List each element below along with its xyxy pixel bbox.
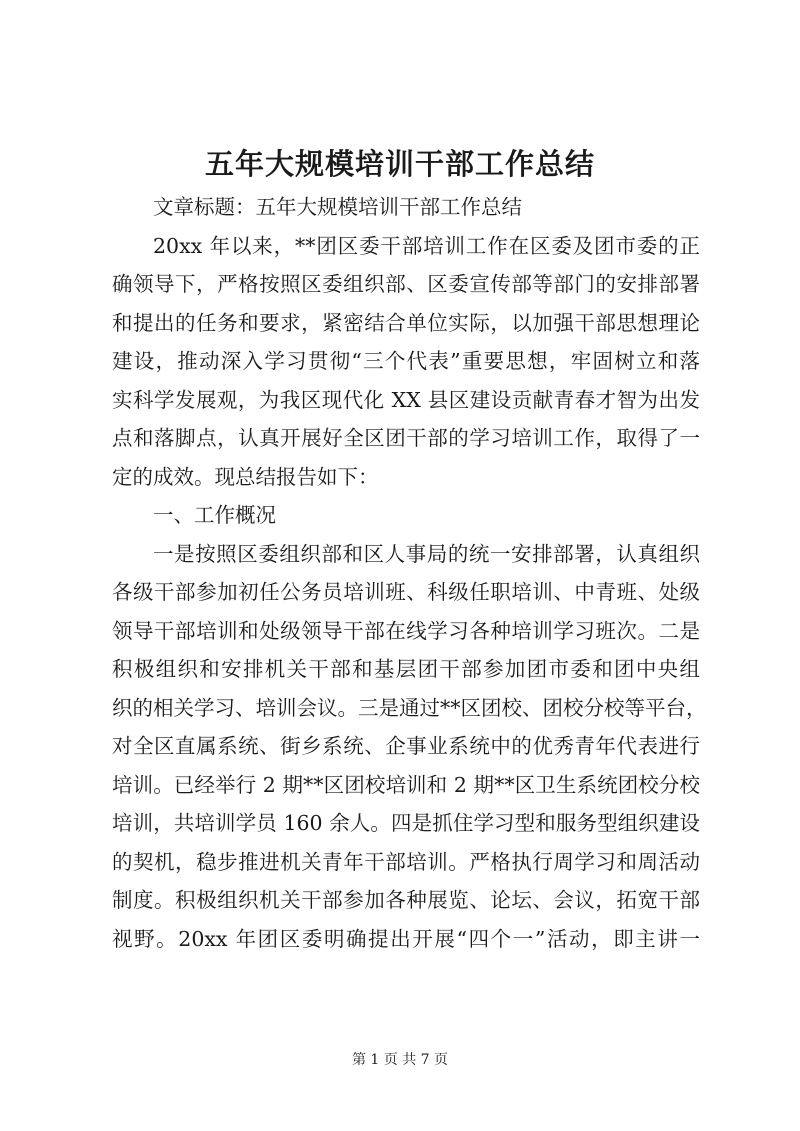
- text-line: 对全区直属系统、街乡系统、企事业系统中的优秀青年代表进行: [112, 734, 700, 758]
- document-body: [112, 188, 707, 958]
- text-line: 和提出的任务和要求，紧密结合单位实际，以加强干部思想理论: [112, 310, 700, 335]
- text-line: 织的相关学习、培训会议。三是通过**区团校、团校分校等平台，: [112, 695, 707, 720]
- text-line: 培训，共培训学员 160 余人。四是抓住学习型和服务型组织建设: [112, 811, 700, 835]
- text-line: 文章标题：五年大规模培训干部工作总结: [153, 195, 522, 219]
- section-heading: 一、工作概况: [153, 503, 276, 527]
- text-line: 定的成效。现总结报告如下：: [112, 464, 379, 489]
- text-line: 培训。已经举行 2 期**区团校培训和 2 期**区卫生系统团校分校: [112, 772, 700, 797]
- text-line: 领导干部培训和处级领导干部在线学习各种培训学习班次。二是: [112, 618, 700, 643]
- document-title: 五年大规模培训干部工作总结: [204, 147, 595, 181]
- text-line: 实科学发展观，为我区现代化 XX 县区建设贡献青春才智为出发: [112, 387, 700, 412]
- text-line: 的契机，稳步推进机关青年干部培训。严格执行周学习和周活动: [112, 849, 700, 874]
- text-line: 一是按照区委组织部和区人事局的统一安排部署，认真组织: [153, 541, 700, 566]
- text-line: 视野。20xx 年团区委明确提出开展“四个一”活动，即主讲一: [112, 926, 700, 951]
- text-line: 积极组织和安排机关干部和基层团干部参加团市委和团中央组: [112, 657, 700, 681]
- text-line: 各级干部参加初任公务员培训班、科级任职培训、中青班、处级: [112, 580, 700, 604]
- page-footer: 第 1 页 共 7 页: [351, 1052, 449, 1068]
- text-line: 点和落脚点，认真开展好全区团干部的学习培训工作，取得了一: [112, 426, 700, 450]
- text-line: 确领导下，严格按照区委组织部、区委宣传部等部门的安排部署: [112, 272, 700, 296]
- text-line: 制度。积极组织机关干部参加各种展览、论坛、会议，拓宽干部: [112, 888, 700, 912]
- text-line: 建设，推动深入学习贯彻“三个代表”重要思想，牢固树立和落: [112, 349, 700, 373]
- text-line: 20xx 年以来，**团区委干部培训工作在区委及团市委的正: [153, 233, 700, 258]
